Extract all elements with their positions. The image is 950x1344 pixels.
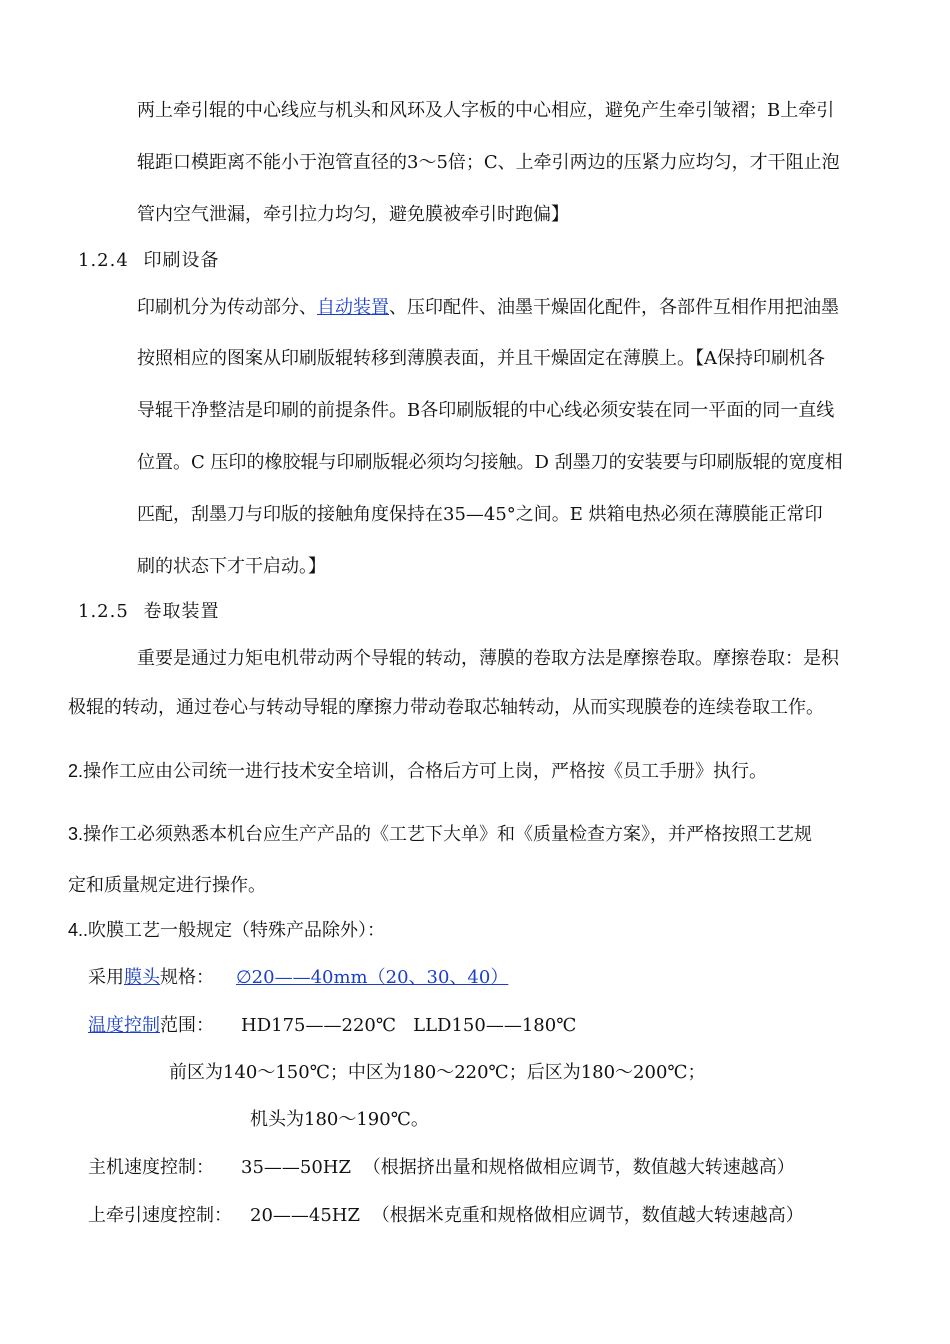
pull-speed-value-line xyxy=(250,1204,804,1228)
section-number: 1.2.5 xyxy=(78,601,129,622)
main-speed-label: 主机速度控制： xyxy=(88,1157,214,1178)
spec-line xyxy=(88,966,214,990)
section-1-2-4-heading xyxy=(78,249,220,273)
item-2 xyxy=(68,759,767,784)
die-head-link[interactable]: 膜头 xyxy=(124,967,160,988)
para-printing-line-6: 刷的状态下才干启动。】 xyxy=(137,556,326,577)
text-span: 采用 xyxy=(88,967,124,988)
text-span: 范围： xyxy=(160,1015,214,1036)
item-number: 3. xyxy=(68,824,84,844)
auto-device-link[interactable]: 自动装置 xyxy=(317,297,389,318)
section-title: 印刷设备 xyxy=(143,250,220,271)
text-span: 规格： xyxy=(160,967,214,988)
para-winding-line-1: 重要是通过力矩电机带动两个导辊的转动，薄膜的卷取方法是摩擦卷取。摩擦卷取：是积 xyxy=(137,648,839,669)
main-speed-note: （根据挤出量和规格做相应调节，数值越大转速越高） xyxy=(362,1157,795,1178)
section-title: 卷取装置 xyxy=(143,601,220,622)
text-span: 印刷机分为传动部分、 xyxy=(137,297,317,318)
item-3-line-2: 定和质量规定进行操作。 xyxy=(68,875,266,896)
pull-speed-label: 上牵引速度控制： xyxy=(88,1205,232,1226)
item-number: 2. xyxy=(68,761,84,781)
spec-value: ∅20——40mm（20、30、40） xyxy=(236,967,509,988)
item-3-line-1 xyxy=(68,822,812,847)
main-speed-line xyxy=(88,1156,214,1180)
pull-speed-value: 20——45HZ xyxy=(250,1205,361,1226)
temperature-control-link[interactable]: 温度控制 xyxy=(88,1015,160,1036)
para-traction-line-3: 管内空气泄漏，牵引拉力均匀，避免膜被牵引时跑偏】 xyxy=(137,204,569,225)
temp-range-value: HD175——220℃ LLD150——180℃ xyxy=(241,1015,577,1036)
pull-speed-line xyxy=(88,1204,232,1228)
temp-zones: 前区为140～150℃；中区为180～220℃；后区为180～200℃； xyxy=(169,1062,706,1083)
item-number: 4.. xyxy=(68,920,89,940)
item-text: 操作工应由公司统一进行技术安全培训，合格后方可上岗，严格按《员工手册》执行。 xyxy=(83,761,768,782)
temp-head: 机头为180～190℃。 xyxy=(250,1109,429,1130)
text-span: 、压印配件、油墨干燥固化配件，各部件互相作用把油墨 xyxy=(389,297,839,318)
para-printing-line-4: 位置。C 压印的橡胶辊与印刷版辊必须均匀接触。D 刮墨刀的安装要与印刷版辊的宽度相 xyxy=(137,452,843,473)
temp-line xyxy=(88,1014,214,1038)
item-4 xyxy=(68,918,385,943)
main-speed-value: 35——50HZ xyxy=(241,1157,352,1178)
item-text: 操作工必须熟悉本机台应生产产品的《工艺下大单》和《质量检查方案》，并严格按照工艺规 xyxy=(83,824,813,845)
main-speed-value-line xyxy=(241,1156,795,1180)
para-printing-line-5: 匹配，刮墨刀与印版的接触角度保持在35—45°之间。E 烘箱电热必须在薄膜能正常印 xyxy=(137,504,823,525)
para-printing-line-3: 导辊干净整洁是印刷的前提条件。B各印刷版辊的中心线必须安装在同一平面的同一直线 xyxy=(137,400,835,421)
pull-speed-note: （根据米克重和规格做相应调节，数值越大转速越高） xyxy=(371,1205,804,1226)
para-printing-line-1 xyxy=(137,296,839,320)
para-traction-line-2: 辊距口模距离不能小于泡管直径的3～5倍；C、上牵引两边的压紧力应均匀，才干阻止泡 xyxy=(137,152,840,173)
item-text: 吹膜工艺一般规定（特殊产品除外）： xyxy=(88,920,386,941)
para-traction-line-1: 两上牵引辊的中心线应与机头和风环及人字板的中心相应，避免产生牵引皱褶；B上牵引 xyxy=(137,100,835,121)
section-number: 1.2.4 xyxy=(78,250,129,271)
para-winding-line-2: 极辊的转动，通过卷心与转动导辊的摩擦力带动卷取芯轴转动，从而实现膜卷的连续卷取工作。 xyxy=(68,697,824,718)
section-1-2-5-heading xyxy=(78,600,220,624)
para-printing-line-2: 按照相应的图案从印刷版辊转移到薄膜表面，并且干燥固定在薄膜上。【A保持印刷机各 xyxy=(137,348,825,369)
